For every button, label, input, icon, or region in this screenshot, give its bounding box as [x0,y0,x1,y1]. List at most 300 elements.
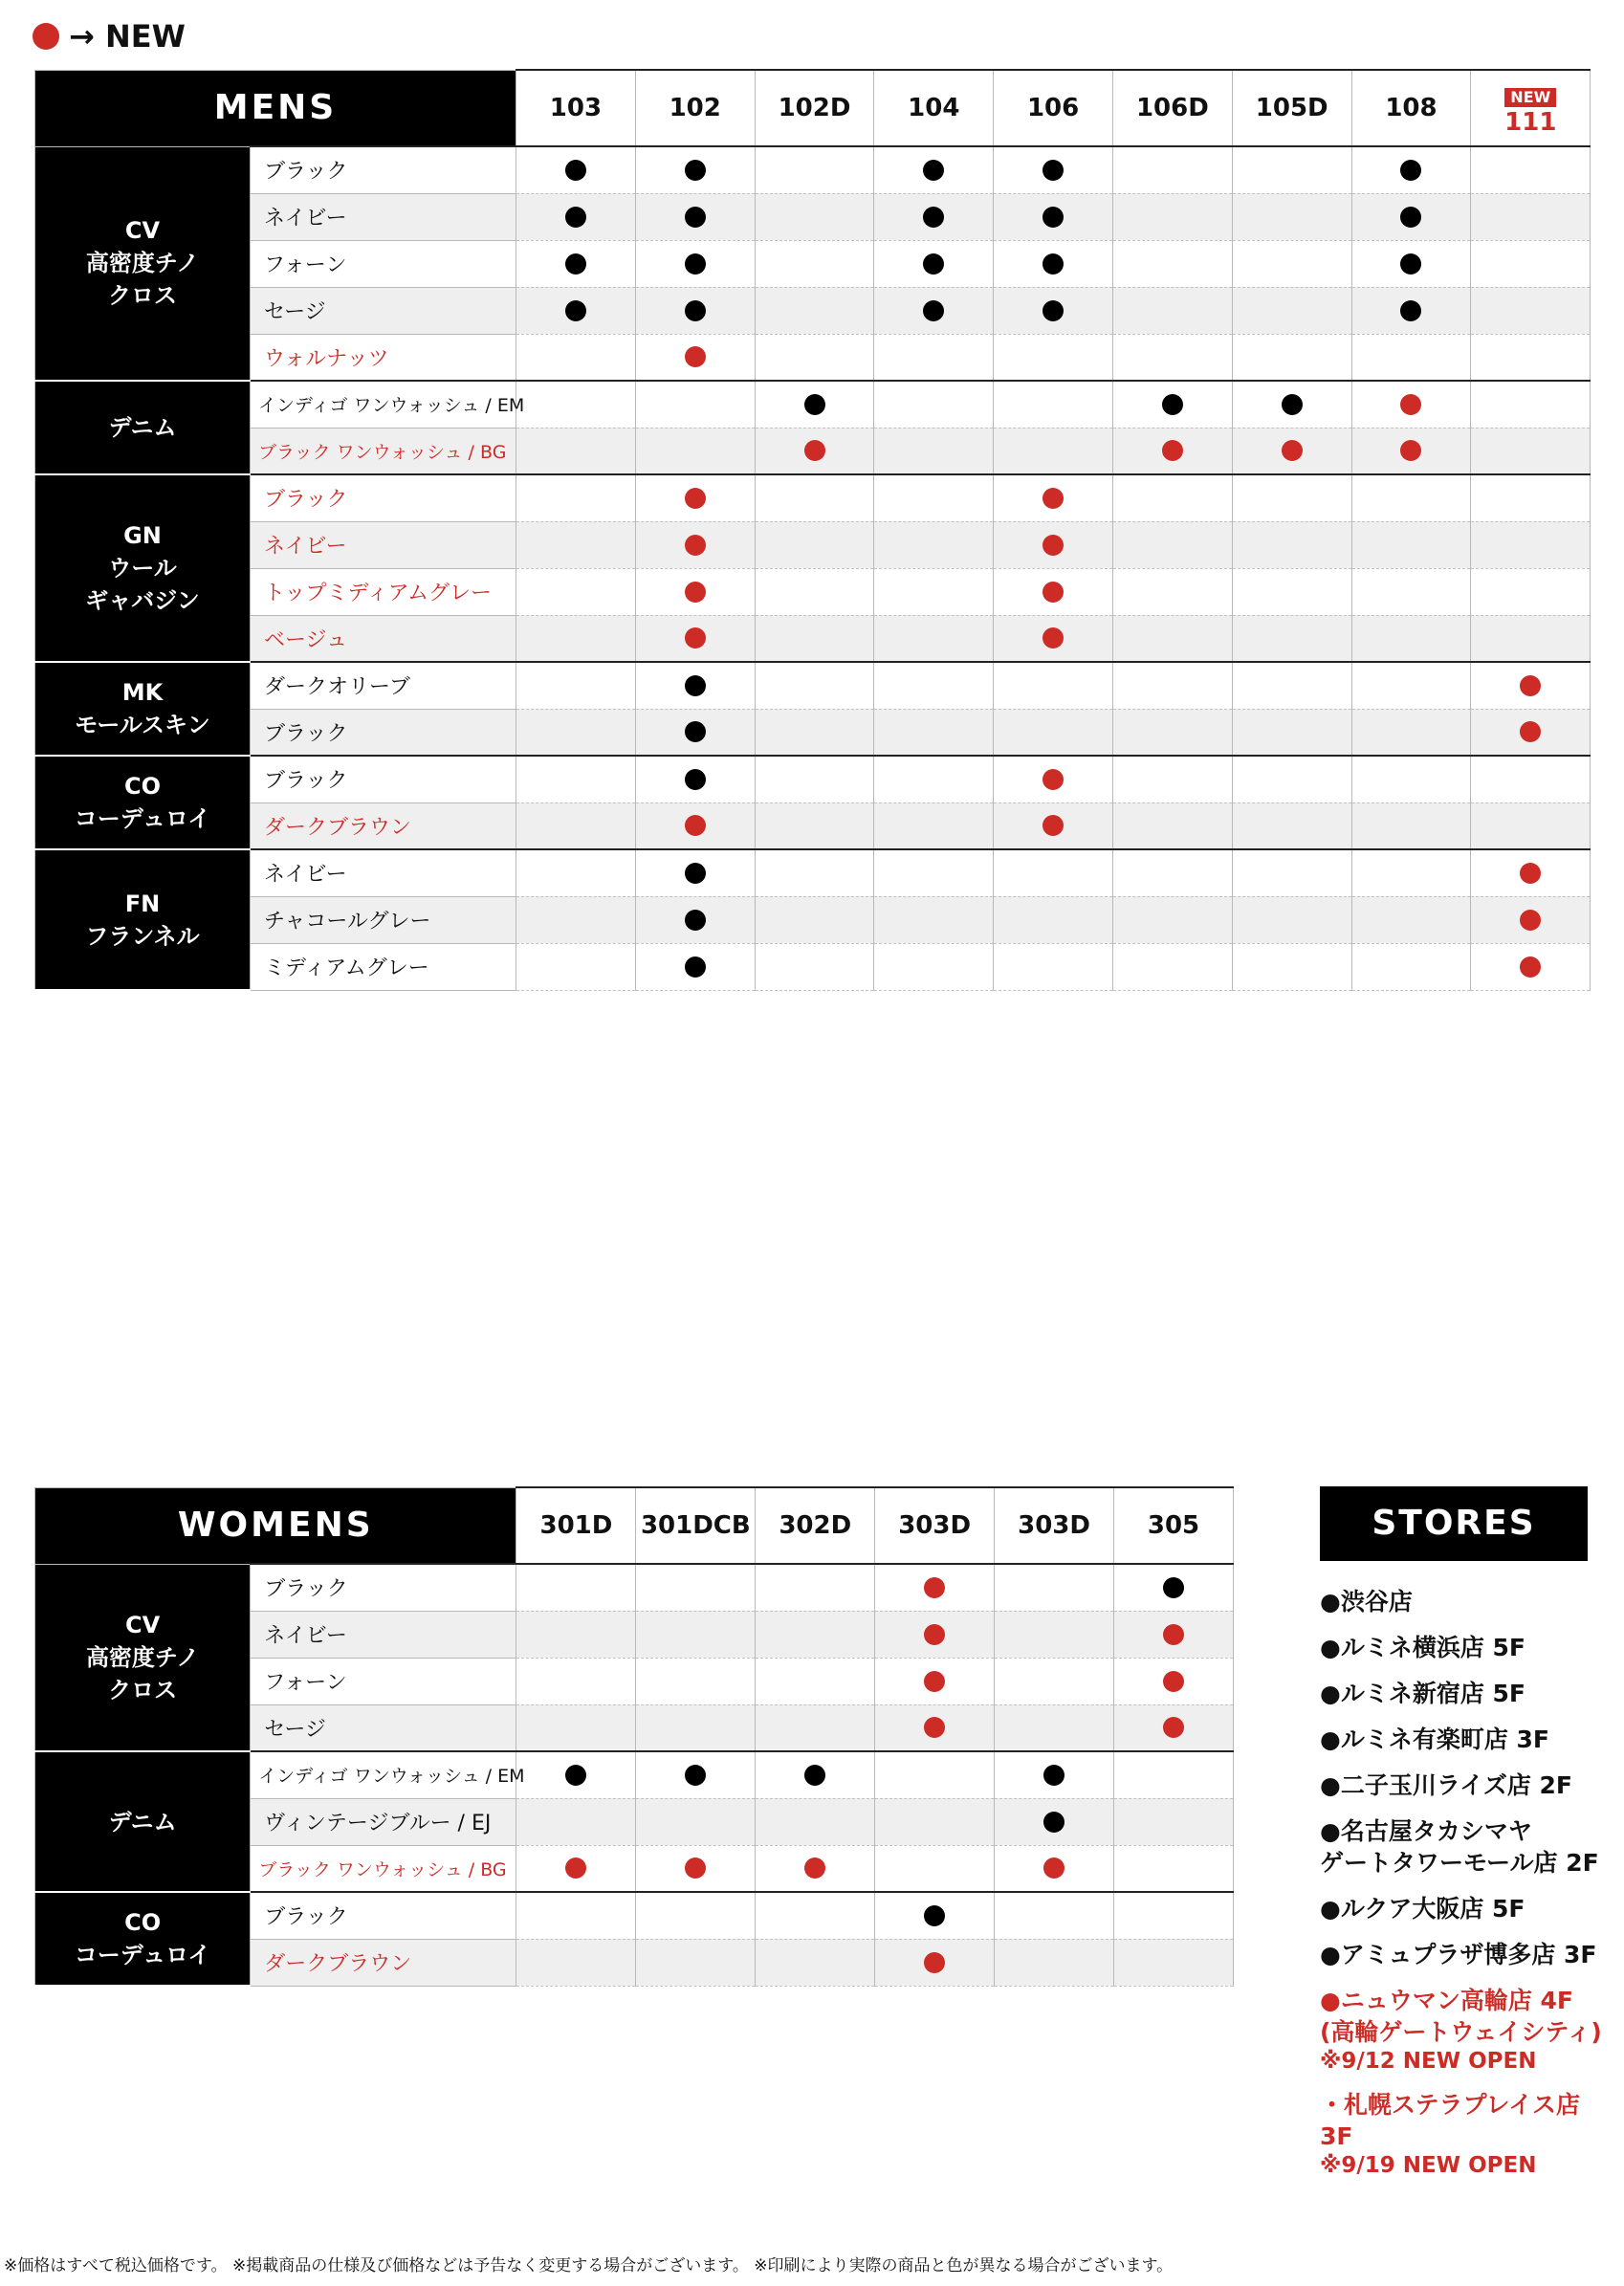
black-dot-icon [1282,394,1303,415]
model-header: 103 [516,70,636,146]
color-name: チャコールグレー [251,896,516,943]
availability-cell [1471,802,1591,849]
availability-cell [1232,709,1351,756]
black-dot-icon [685,675,706,696]
availability-cell [516,896,636,943]
availability-cell [1113,381,1233,428]
red-dot-icon [804,440,825,461]
color-name: トップミディアムグレー [251,568,516,615]
color-name: ネイビー [251,193,516,240]
color-name: ダークブラウン [251,1939,516,1986]
availability-cell [635,428,755,474]
availability-cell [635,896,755,943]
table-row [35,662,1591,709]
availability-cell [516,1845,636,1892]
fabric-group-label [35,849,251,990]
black-dot-icon [1162,394,1183,415]
availability-cell [516,521,636,568]
availability-cell [874,521,994,568]
black-dot-icon [1400,300,1421,321]
black-dot-icon [565,160,586,181]
availability-cell [1114,1939,1234,1986]
new-badge-label: NEW [1504,88,1556,107]
availability-cell [995,1658,1114,1704]
fabric-group-label [35,474,251,662]
availability-cell [995,1704,1114,1751]
availability-cell [635,381,755,428]
availability-cell [635,709,755,756]
availability-cell [994,662,1113,709]
black-dot-icon [804,394,825,415]
availability-cell [1113,568,1233,615]
fabric-name-line: 高密度チノ [85,250,200,277]
availability-cell [756,1845,875,1892]
availability-cell [1232,381,1351,428]
availability-cell [1232,521,1351,568]
black-dot-icon [1042,207,1064,228]
availability-cell [995,1845,1114,1892]
red-dot-icon [1520,910,1541,931]
availability-cell [755,146,874,193]
red-dot-icon [1043,1857,1064,1879]
availability-cell [874,709,994,756]
availability-cell [994,428,1113,474]
fabric-name-line: MK [121,679,164,706]
availability-cell [756,1892,875,1939]
color-name: ブラック ワンウォッシュ / BG [251,428,516,474]
availability-cell [756,1564,875,1611]
availability-cell [994,193,1113,240]
availability-cell [1114,1658,1234,1704]
availability-cell [875,1939,995,1986]
availability-cell [1351,568,1471,615]
availability-cell [874,287,994,334]
black-dot-icon [923,160,944,181]
fabric-group-label [35,1892,251,1986]
availability-cell [875,1751,995,1798]
fabric-name-line: ギャバジン [85,587,200,614]
availability-cell [635,568,755,615]
availability-cell [755,334,874,381]
model-header: 106 [994,70,1113,146]
red-dot-icon [1042,769,1064,790]
availability-cell [1113,943,1233,990]
availability-cell [1471,287,1591,334]
model-header: 106D [1113,70,1233,146]
fabric-group-label [35,756,251,849]
color-name: ブラック [251,146,516,193]
availability-cell [516,662,636,709]
fabric-name-line: 高密度チノ [85,1643,200,1671]
availability-cell [1113,240,1233,287]
availability-cell [516,334,636,381]
red-dot-icon [1400,440,1421,461]
color-name: セージ [251,1704,516,1751]
availability-cell [874,381,994,428]
availability-cell [1351,662,1471,709]
fabric-name-line: コーデュロイ [74,805,211,832]
availability-cell [1232,240,1351,287]
availability-cell [636,1845,756,1892]
store-item [1320,1815,1616,1879]
availability-cell [874,193,994,240]
store-item [1320,1724,1616,1755]
availability-cell [755,943,874,990]
availability-cell [874,240,994,287]
table-row [35,802,1591,849]
availability-cell [635,943,755,990]
availability-cell [994,521,1113,568]
red-dot-icon [1520,863,1541,884]
store-item [1320,1893,1616,1924]
color-name: ブラック [251,756,516,802]
black-dot-icon [685,721,706,742]
model-header: 301D [516,1487,636,1564]
color-name: セージ [251,287,516,334]
legend-label: → NEW [69,18,186,55]
availability-cell [1351,849,1471,896]
red-dot-icon [565,1857,586,1879]
womens-table [34,1486,1234,1987]
new-badge [1471,80,1590,109]
availability-cell [1232,849,1351,896]
red-dot-icon [1042,582,1064,603]
availability-cell [994,756,1113,802]
table-row [35,896,1591,943]
availability-cell [516,193,636,240]
store-name: ●渋谷店 [1320,1588,1413,1616]
table-row [35,615,1591,662]
red-dot-icon [1042,815,1064,836]
red-dot-icon [685,1857,706,1879]
black-dot-icon [565,300,586,321]
availability-cell [516,1658,636,1704]
availability-cell [516,802,636,849]
availability-cell [1232,146,1351,193]
table-row [35,240,1591,287]
availability-cell [874,802,994,849]
model-header: 102 [635,70,755,146]
fabric-name-line: CV [125,1611,161,1638]
fabric-group-label [35,146,251,381]
availability-cell [1113,334,1233,381]
model-header: 108 [1351,70,1471,146]
red-dot-icon [924,1624,945,1645]
legend [33,17,186,55]
store-item [1320,1632,1616,1663]
availability-cell [1351,193,1471,240]
availability-cell [1471,896,1591,943]
red-dot-icon [685,627,706,648]
availability-cell [1113,709,1233,756]
color-name: ダークブラウン [251,802,516,849]
availability-cell [1471,709,1591,756]
availability-cell [1232,568,1351,615]
red-dot-icon [1400,394,1421,415]
model-header: 305 [1114,1487,1234,1564]
red-dot-icon [33,23,59,50]
red-dot-icon [804,1857,825,1879]
color-name: フォーン [251,240,516,287]
table-row [35,521,1591,568]
availability-cell [755,615,874,662]
table-row [35,193,1591,240]
red-dot-icon [1162,440,1183,461]
table-row [35,381,1591,428]
color-name: ブラック ワンウォッシュ / BG [251,1845,516,1892]
availability-cell [1471,662,1591,709]
availability-cell [635,662,755,709]
availability-cell [1471,474,1591,521]
black-dot-icon [1163,1577,1184,1598]
availability-cell [516,1564,636,1611]
red-dot-icon [924,1577,945,1598]
fabric-name-line: コーデュロイ [74,1942,211,1968]
availability-cell [874,568,994,615]
red-dot-icon [1042,488,1064,509]
footer-note: ※価格はすべて税込価格です。 ※掲載商品の仕様及び価格などは予告なく変更する場合がございます。 ※印刷により実際の商品と色が異なる場合がございます。 [4,2256,1174,2275]
color-name: ブラック [251,1564,516,1611]
availability-cell [756,1658,875,1704]
store-name: ●ルミネ有楽町店 3F [1320,1725,1549,1753]
red-dot-icon [1163,1717,1184,1738]
availability-cell [635,849,755,896]
store-name: ●ニュウマン高輪店 4F [1320,1987,1573,2014]
store-item [1320,1586,1616,1617]
model-header: 102D [755,70,874,146]
black-dot-icon [923,253,944,275]
availability-cell [1232,943,1351,990]
availability-cell [1114,1611,1234,1658]
section-title: WOMENS [35,1487,516,1564]
availability-cell [1113,521,1233,568]
availability-cell [755,896,874,943]
availability-cell [516,756,636,802]
fabric-group-label [35,662,251,756]
red-dot-icon [1520,721,1541,742]
availability-cell [516,1704,636,1751]
availability-cell [1351,381,1471,428]
availability-cell [1232,334,1351,381]
availability-cell [874,896,994,943]
red-dot-icon [924,1671,945,1692]
table-row [35,287,1591,334]
availability-cell [636,1611,756,1658]
availability-cell [755,662,874,709]
color-name: ミディアムグレー [251,943,516,990]
table-row [35,428,1591,474]
fabric-name-line: CV [124,217,161,245]
store-name: ●ルミネ新宿店 5F [1320,1680,1525,1707]
availability-cell [1232,662,1351,709]
availability-cell [995,1892,1114,1939]
fabric-name-line: ウール [108,555,177,582]
availability-cell [516,428,636,474]
black-dot-icon [685,863,706,884]
availability-cell [874,146,994,193]
availability-cell [1113,662,1233,709]
availability-cell [874,428,994,474]
availability-cell [994,802,1113,849]
black-dot-icon [685,253,706,275]
availability-cell [636,1564,756,1611]
availability-cell [994,474,1113,521]
black-dot-icon [685,769,706,790]
availability-cell [1351,709,1471,756]
color-name: ブラック [251,709,516,756]
store-item [1320,2089,1616,2179]
availability-cell [874,943,994,990]
availability-cell [635,521,755,568]
color-name: ネイビー [251,1611,516,1658]
black-dot-icon [1042,160,1064,181]
table-row [35,709,1591,756]
availability-cell [1232,896,1351,943]
availability-cell [516,943,636,990]
color-name: インディゴ ワンウォッシュ / EM [251,381,516,428]
model-header: 105D [1232,70,1351,146]
availability-cell [994,287,1113,334]
availability-cell [994,896,1113,943]
availability-cell [755,428,874,474]
red-dot-icon [1042,535,1064,556]
color-name: ブラック [251,1892,516,1939]
black-dot-icon [924,1905,945,1926]
table-row [35,1892,1234,1939]
fabric-name-line: フランネル [85,922,200,950]
availability-cell [1232,428,1351,474]
availability-cell [516,146,636,193]
availability-cell [516,381,636,428]
availability-cell [755,381,874,428]
availability-cell [1471,334,1591,381]
red-dot-icon [685,815,706,836]
availability-cell [516,615,636,662]
availability-cell [1232,474,1351,521]
availability-cell [756,1939,875,1986]
availability-cell [1471,615,1591,662]
availability-cell [1471,521,1591,568]
availability-cell [1114,1845,1234,1892]
color-name: ダークオリーブ [251,662,516,709]
availability-cell [755,240,874,287]
availability-cell [994,381,1113,428]
color-name: ネイビー [251,849,516,896]
availability-cell [1114,1751,1234,1798]
availability-cell [1114,1704,1234,1751]
store-open-note: ※9/12 NEW OPEN [1320,2049,1537,2074]
table-row [35,1564,1234,1611]
availability-cell [635,287,755,334]
store-open-note: ※9/19 NEW OPEN [1320,2153,1537,2178]
red-dot-icon [1282,440,1303,461]
availability-cell [875,1704,995,1751]
black-dot-icon [923,207,944,228]
store-name: ●二子玉川ライズ店 2F [1320,1771,1572,1799]
availability-cell [995,1939,1114,1986]
availability-cell [875,1658,995,1704]
availability-cell [994,240,1113,287]
availability-cell [755,521,874,568]
availability-cell [1232,756,1351,802]
availability-cell [516,1939,636,1986]
store-item [1320,1678,1616,1709]
table-row [35,474,1591,521]
availability-cell [1471,381,1591,428]
availability-cell [756,1751,875,1798]
black-dot-icon [565,207,586,228]
availability-cell [516,240,636,287]
availability-cell [755,756,874,802]
availability-cell [516,568,636,615]
store-name: ●ルミネ横浜店 5F [1320,1634,1525,1661]
availability-cell [1113,849,1233,896]
red-dot-icon [1520,675,1541,696]
red-dot-icon [685,488,706,509]
fabric-name-line: クロス [108,282,177,310]
availability-cell [1351,615,1471,662]
stores-list [1320,1586,1616,2193]
color-name: ウォルナッツ [251,334,516,381]
store-name: ・札幌ステラプレイス店 3F [1320,2091,1581,2150]
availability-cell [516,709,636,756]
black-dot-icon [1042,253,1064,275]
black-dot-icon [685,160,706,181]
table-row [35,756,1591,802]
black-dot-icon [1400,207,1421,228]
availability-cell [1113,474,1233,521]
availability-cell [636,1892,756,1939]
availability-cell [1471,240,1591,287]
table-row [35,1751,1234,1798]
availability-cell [995,1751,1114,1798]
availability-cell [755,849,874,896]
store-name: ●名古屋タカシマヤ [1320,1817,1532,1845]
availability-cell [756,1798,875,1845]
black-dot-icon [1042,300,1064,321]
fabric-name-line: GN [123,522,162,549]
red-dot-icon [685,346,706,367]
availability-cell [635,756,755,802]
availability-cell [1113,756,1233,802]
availability-cell [1351,756,1471,802]
availability-cell [636,1798,756,1845]
red-dot-icon [1520,956,1541,978]
black-dot-icon [685,207,706,228]
table-row [35,849,1591,896]
availability-cell [874,334,994,381]
fabric-name-line: CO [124,1909,162,1936]
color-name: ベージュ [251,615,516,662]
color-name: ヴィンテージブルー / EJ [251,1798,516,1845]
availability-cell [1351,287,1471,334]
availability-cell [1351,146,1471,193]
black-dot-icon [565,253,586,275]
availability-cell [1113,428,1233,474]
black-dot-icon [1043,1765,1064,1786]
store-name-line2: (高輪ゲートウェイシティ) [1320,2018,1602,2046]
red-dot-icon [924,1717,945,1738]
availability-cell [1471,146,1591,193]
fabric-name-line: モールスキン [75,712,210,738]
black-dot-icon [685,1765,706,1786]
mens-table [34,69,1591,991]
availability-cell [995,1611,1114,1658]
availability-cell [516,849,636,896]
availability-cell [994,146,1113,193]
availability-cell [635,802,755,849]
model-number-new: 111 [1504,108,1557,137]
